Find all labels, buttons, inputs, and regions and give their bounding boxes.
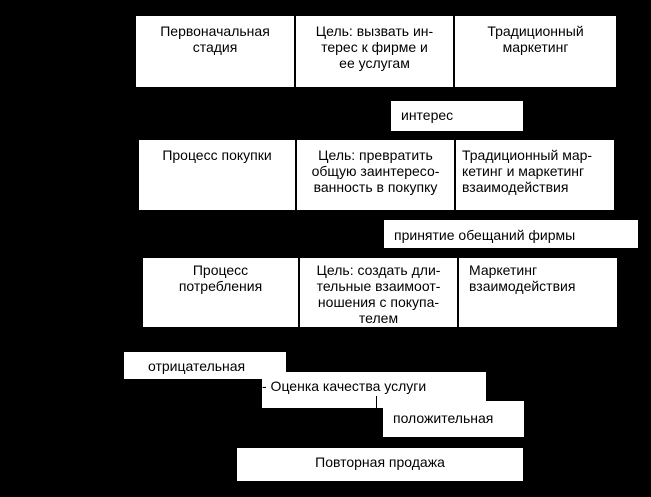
marketing-consumption: Маркетинг взаимодействия — [459, 258, 617, 327]
marketing-purchase: Традиционный мар- кетинг и маркетинг взаимодействия — [456, 140, 614, 210]
result-repeat-sale: Повторная продажа — [237, 448, 523, 481]
stage-label-consumption: Процесс потребления — [143, 258, 298, 327]
evaluation-positive: положительная — [383, 401, 524, 437]
goal-purchase: Цель: превратить общую заинтересо- ванность в покупку — [297, 140, 454, 210]
stage-row-initial — [136, 16, 616, 87]
goal-initial: Цель: вызвать ин- терес к фирме и ее услугам — [296, 16, 453, 87]
stage-row-consumption — [143, 258, 617, 327]
connector-interest: интерес — [391, 101, 523, 131]
stage-label-initial: Первоначальная стадия — [136, 16, 294, 87]
connector-acceptance: принятие обещаний фирмы — [384, 220, 638, 248]
evaluation-divider — [376, 396, 377, 408]
stage-row-purchase — [139, 140, 614, 210]
evaluation-quality: - Оценка качества услуги — [262, 372, 486, 408]
goal-consumption: Цель: создать дли- тельные взаимоот- ношения с покупа- телем — [300, 258, 457, 327]
stage-label-purchase: Процесс покупки — [139, 140, 295, 210]
evaluation-negative: отрицательная — [124, 352, 286, 379]
marketing-initial: Традиционный маркетинг — [455, 16, 616, 87]
